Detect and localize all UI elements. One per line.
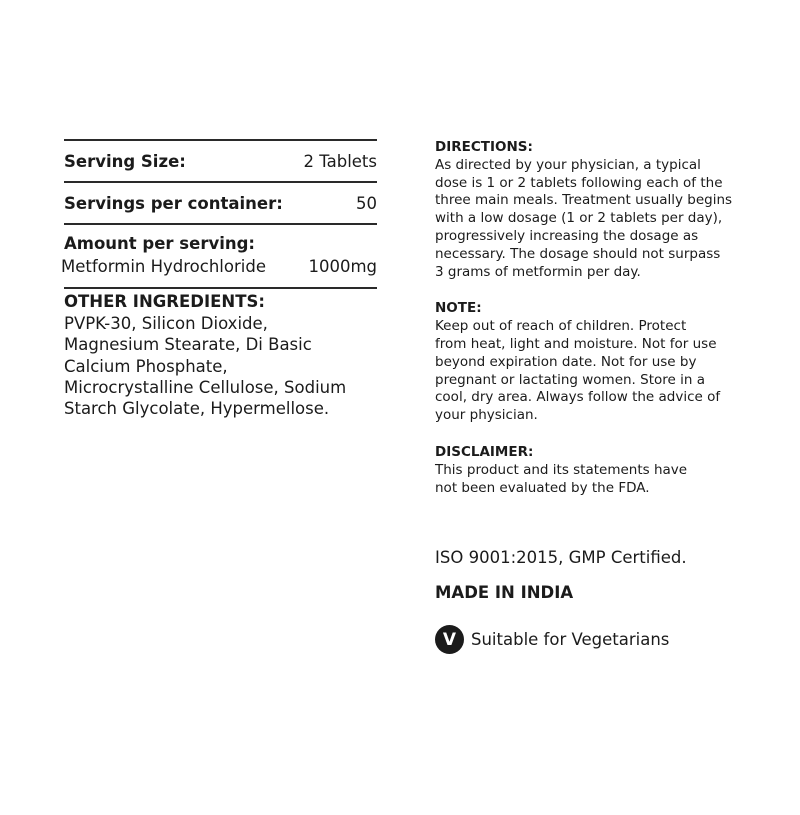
disclaimer-line: not been evaluated by the FDA. [435,479,650,496]
directions-line: progressively increasing the dosage as [435,227,699,244]
servings-per-container-row [64,183,377,223]
directions-line: necessary. The dosage should not surpass [435,245,721,262]
other-ingredients-title: OTHER INGREDIENTS: [64,292,265,311]
other-ingredients-line: Microcrystalline Cellulose, Sodium [64,377,347,397]
vegetarian-label: Suitable for Vegetarians [471,630,670,649]
spacer [435,425,765,444]
servings-per-container-label: Servings per container: [64,193,283,213]
note-line: from heat, light and moisture. Not for use [435,335,717,352]
note-line: pregnant or lactating women. Store in a [435,371,705,388]
directions-line: dose is 1 or 2 tablets following each of the [435,174,723,191]
directions-line: As directed by your physician, a typical [435,156,701,173]
directions-text [435,157,765,282]
certification-text: ISO 9001:2015, GMP Certified. [435,548,687,567]
other-ingredients-text [64,313,377,419]
note-line: beyond expiration date. Not for use by [435,353,697,370]
amount-per-serving-label: Amount per serving: [64,234,256,253]
serving-size-row [64,141,377,181]
other-ingredients-line: Magnesium Stearate, Di Basic [64,335,312,355]
disclaimer-title: DISCLAIMER: [435,443,534,460]
disclaimer-text [435,462,765,498]
note-line: cool, dry area. Always follow the advice of [435,389,721,406]
directions-line: with a low dosage (1 or 2 tablets per day), [435,210,723,227]
origin-text: MADE IN INDIA [435,583,574,602]
serving-size-label: Serving Size: [64,151,186,171]
other-ingredients-line: PVPK-30, Silicon Dioxide, [64,314,268,333]
label-info-panel [435,139,765,497]
note-line: your physician. [435,407,538,424]
vegetarian-mark [435,625,669,654]
directions-title: DIRECTIONS: [435,139,533,155]
other-ingredients-line: Calcium Phosphate, [64,356,228,376]
other-ingredients-line: Starch Glycolate, Hypermellose. [64,399,330,419]
spacer [435,281,765,300]
ingredient-row [61,255,377,279]
amount-per-serving-section [61,225,377,287]
note-title: NOTE: [435,300,482,317]
servings-per-container-value: 50 [356,193,377,213]
serving-size-value: 2 Tablets [303,151,377,171]
divider [64,287,377,289]
ingredient-amount: 1000mg [308,257,377,276]
vegetarian-badge-icon: V [435,625,464,654]
note-line: Keep out of reach of children. Protect [435,318,687,335]
ingredient-name: Metformin Hydrochloride [61,257,266,276]
directions-line: three main meals. Treatment usually begins [435,192,733,209]
directions-line: 3 grams of metformin per day. [435,263,641,280]
disclaimer-line: This product and its statements have [435,461,688,478]
supplement-facts-panel [61,139,377,419]
note-text [435,318,765,425]
